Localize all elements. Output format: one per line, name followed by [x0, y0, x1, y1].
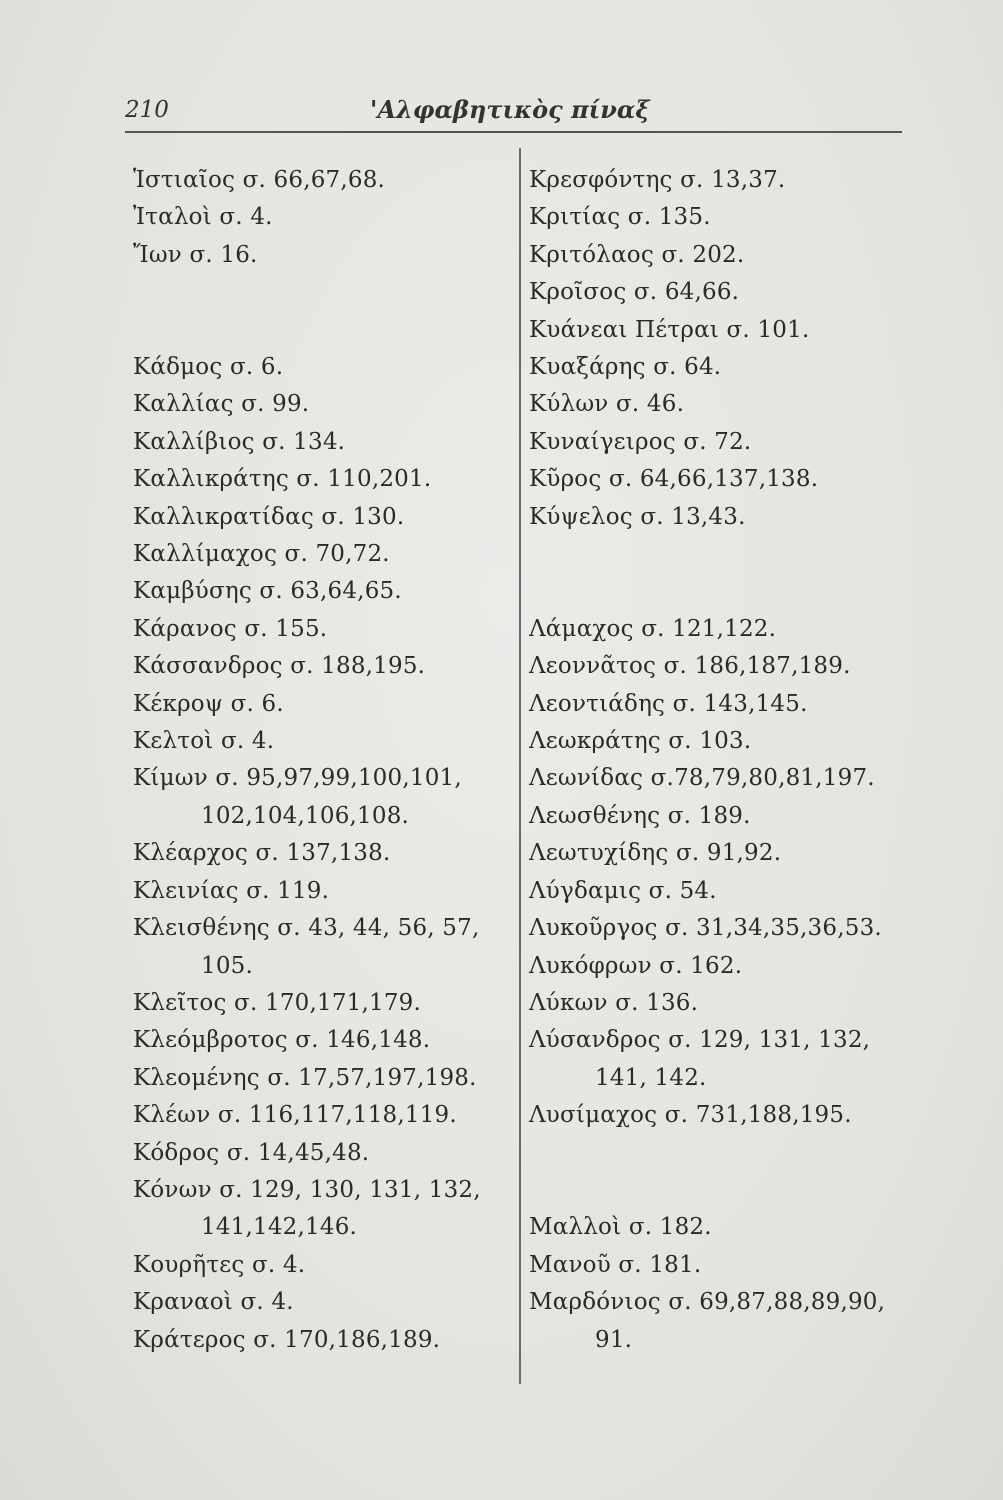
- index-entry: Κάρανος σ. 155.: [133, 615, 328, 642]
- index-entry: Ἰταλοὶ σ. 4.: [133, 204, 273, 231]
- index-entry: Κριτόλαος σ. 202.: [529, 241, 745, 268]
- index-entry: Κάδμος σ. 6.: [133, 354, 284, 381]
- running-title: 'Αλφαβητικὸς πίναξ: [370, 95, 650, 124]
- right-column: [529, 162, 909, 1359]
- index-entry: Λεοννᾶτος σ. 186,187,189.: [529, 653, 851, 680]
- index-entry: Λεωτυχίδης σ. 91,92.: [529, 840, 782, 867]
- index-entry: Καλλικράτης σ. 110,201.: [133, 466, 432, 493]
- page-header: [125, 95, 900, 135]
- index-entry: Λυκοῦργος σ. 31,34,35,36,53.: [529, 915, 882, 942]
- index-entry: Κόδρος σ. 14,45,48.: [133, 1139, 370, 1166]
- index-entry: Ἱστιαῖος σ. 66,67,68.: [133, 167, 386, 193]
- index-entry: Κύψελος σ. 13,43.: [529, 503, 746, 530]
- index-entry: Κλέων σ. 116,117,118,119.: [133, 1102, 457, 1129]
- index-entry: Κάσσανδρος σ. 188,195.: [133, 653, 426, 680]
- index-entry: Κλεινίας σ. 119.: [133, 877, 330, 904]
- index-entry: Κροῖσος σ. 64,66.: [529, 279, 740, 306]
- index-entry: Λύκων σ. 136.: [529, 989, 699, 1016]
- index-entry: Κλέαρχος σ. 137,138.: [133, 840, 391, 867]
- index-entry-continuation: 105.: [201, 952, 254, 979]
- index-entry: Κῦρος σ. 64,66,137,138.: [529, 466, 819, 493]
- index-entry: Λύσανδρος σ. 129, 131, 132,: [529, 1027, 871, 1054]
- index-entry: Λεοντιάδης σ. 143,145.: [529, 690, 808, 717]
- index-entry: Μαλλοὶ σ. 182.: [529, 1214, 712, 1241]
- index-entry: Κρεσφόντης σ. 13,37.: [529, 167, 786, 193]
- index-entry: Λυκόφρων σ. 162.: [529, 952, 743, 979]
- index-entry: Λεωνίδας σ.78,79,80,81,197.: [529, 765, 875, 792]
- section-gap: [133, 274, 513, 349]
- index-entry-continuation: 141,142,146.: [201, 1214, 358, 1241]
- index-entry: Κουρῆτες σ. 4.: [133, 1251, 306, 1278]
- index-entry: Κύλων σ. 46.: [529, 391, 685, 418]
- index-entry: Κριτίας σ. 135.: [529, 204, 711, 231]
- index-entry: Λεωσθένης σ. 189.: [529, 802, 751, 829]
- index-entry: Λάμαχος σ. 121,122.: [529, 615, 777, 642]
- index-entry: Κόνων σ. 129, 130, 131, 132,: [133, 1176, 481, 1203]
- index-entry: Κυαξάρης σ. 64.: [529, 354, 722, 381]
- section-gap: [529, 536, 909, 611]
- index-entry: Μαρδόνιος σ. 69,87,88,89,90,: [529, 1289, 886, 1316]
- index-entry-continuation: 102,104,106,108.: [201, 802, 410, 829]
- index-entry: Καλλίας σ. 99.: [133, 391, 310, 418]
- index-entry: Κλεομένης σ. 17,57,197,198.: [133, 1064, 477, 1091]
- index-entry: Κράτερος σ. 170,186,189.: [133, 1326, 441, 1353]
- index-entry: Κυάνεαι Πέτραι σ. 101.: [529, 316, 810, 343]
- column-divider: [519, 148, 521, 1384]
- index-entry: Κλεῖτος σ. 170,171,179.: [133, 989, 422, 1016]
- index-entry: Μανοῦ σ. 181.: [529, 1251, 702, 1278]
- index-entry: Κελτοὶ σ. 4.: [133, 728, 275, 755]
- index-entry: Κλεισθένης σ. 43, 44, 56, 57,: [133, 915, 480, 942]
- page-number: 210: [125, 97, 169, 123]
- index-entry: Καλλίμαχος σ. 70,72.: [133, 541, 390, 568]
- index-entry: Κραναοὶ σ. 4.: [133, 1289, 294, 1316]
- index-entry: Καμβύσης σ. 63,64,65.: [133, 578, 402, 605]
- index-entry-continuation: 141, 142.: [595, 1064, 707, 1091]
- index-entry: Κλεόμβροτος σ. 146,148.: [133, 1027, 431, 1054]
- left-column: [133, 162, 513, 1359]
- index-entry-continuation: 91.: [595, 1326, 633, 1353]
- index-entry: Λεωκράτης σ. 103.: [529, 728, 752, 755]
- index-entry: Ἴων σ. 16.: [133, 241, 258, 268]
- index-entry: Καλλίβιος σ. 134.: [133, 428, 346, 455]
- index-entry: Λύγδαμις σ. 54.: [529, 877, 717, 904]
- header-rule: [125, 131, 902, 133]
- index-entry: Λυσίμαχος σ. 731,188,195.: [529, 1102, 852, 1129]
- index-entry: Κέκροψ σ. 6.: [133, 690, 284, 717]
- section-gap: [529, 1135, 909, 1210]
- index-entry: Κίμων σ. 95,97,99,100,101,: [133, 765, 462, 792]
- index-entry: Καλλικρατίδας σ. 130.: [133, 503, 405, 530]
- index-entry: Κυναίγειρος σ. 72.: [529, 428, 752, 455]
